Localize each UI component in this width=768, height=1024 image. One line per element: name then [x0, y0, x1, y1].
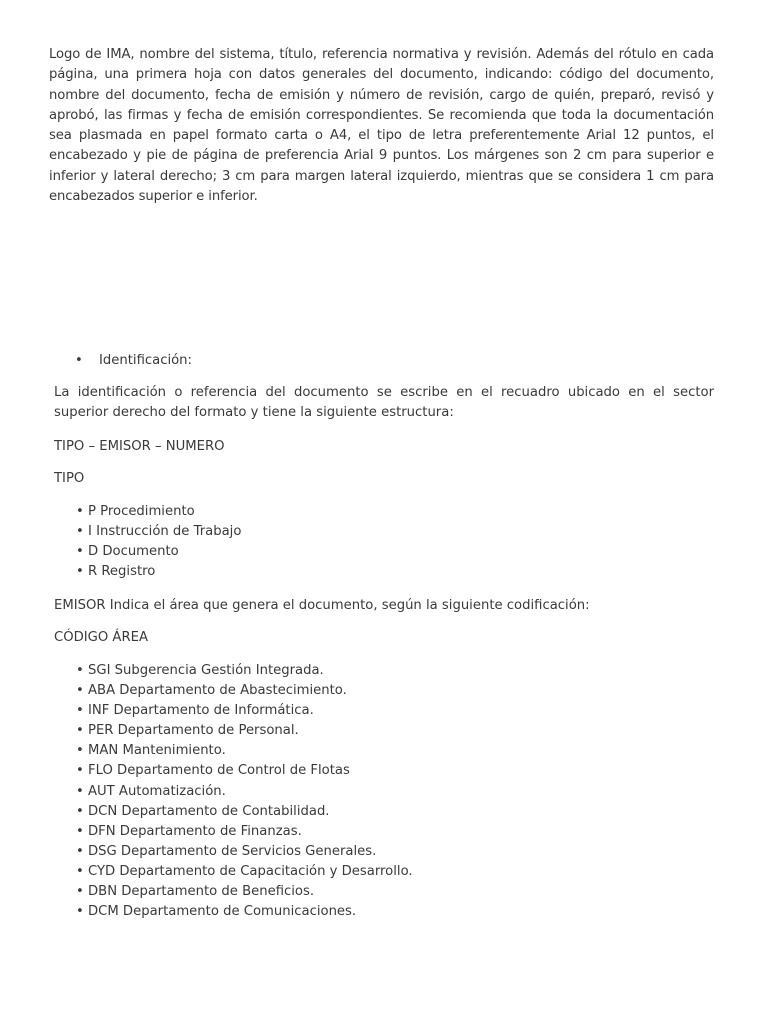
identification-paragraph: La identificación o referencia del documento se escribe en el recuadro ubicado en el sector superior derecho del formato y tiene la siguiente estructura: — [54, 385, 714, 421]
structure-line: TIPO – EMISOR – NUMERO — [54, 439, 225, 454]
list-item: • FLO Departamento de Control de Flotas — [54, 761, 714, 781]
list-item: • R Registro — [54, 562, 714, 582]
identification-heading: • Identificación: — [53, 351, 713, 371]
list-item: • PER Departamento de Personal. — [54, 721, 714, 741]
list-item: • DCN Departamento de Contabilidad. — [54, 802, 714, 822]
list-item: • I Instrucción de Trabajo — [54, 522, 714, 542]
list-item: • SGI Subgerencia Gestión Integrada. — [54, 661, 714, 681]
codigo-area-label: CÓDIGO ÁREA — [54, 630, 148, 645]
emisor-text: EMISOR Indica el área que genera el documento, según la siguiente codificación: — [54, 598, 590, 613]
identification-heading-list — [53, 351, 713, 371]
list-item: • DCM Departamento de Comunicaciones. — [54, 902, 714, 922]
list-item: • DFN Departamento de Finanzas. — [54, 822, 714, 842]
intro-paragraph: Logo de IMA, nombre del sistema, título, referencia normativa y revisión. Además del rótulo en cada página, una primera hoja con datos generales del documento, indicando: código del documento, nombre del documento, fecha de emisión y número de revisión, cargo de quién, preparó, revisó y aprobó, las firmas y fecha de emisión correspondientes. Se recomienda que toda la documentación sea plasmada en papel formato carta o A4, el tipo de letra preferentemente Arial 12 puntos, el encabezado y pie de página de preferencia Arial 9 puntos. Los márgenes son 2 cm para superior e inferior y lateral derecho; 3 cm para margen lateral izquierdo, mientras que se considera 1 cm para encabezados superior e inferior. — [49, 47, 714, 205]
tipo-list — [54, 502, 714, 582]
list-item: • D Documento — [54, 542, 714, 562]
list-item: • MAN Mantenimiento. — [54, 741, 714, 761]
list-item: • DBN Departamento de Beneficios. — [54, 882, 714, 902]
list-item: • AUT Automatización. — [54, 782, 714, 802]
area-list — [54, 661, 714, 922]
list-item: • CYD Departamento de Capacitación y Desarrollo. — [54, 862, 714, 882]
list-item: • INF Departamento de Informática. — [54, 701, 714, 721]
list-item: • ABA Departamento de Abastecimiento. — [54, 681, 714, 701]
tipo-label: TIPO — [54, 471, 85, 486]
list-item: • P Procedimiento — [54, 502, 714, 522]
list-item: • DSG Departamento de Servicios Generales. — [54, 842, 714, 862]
